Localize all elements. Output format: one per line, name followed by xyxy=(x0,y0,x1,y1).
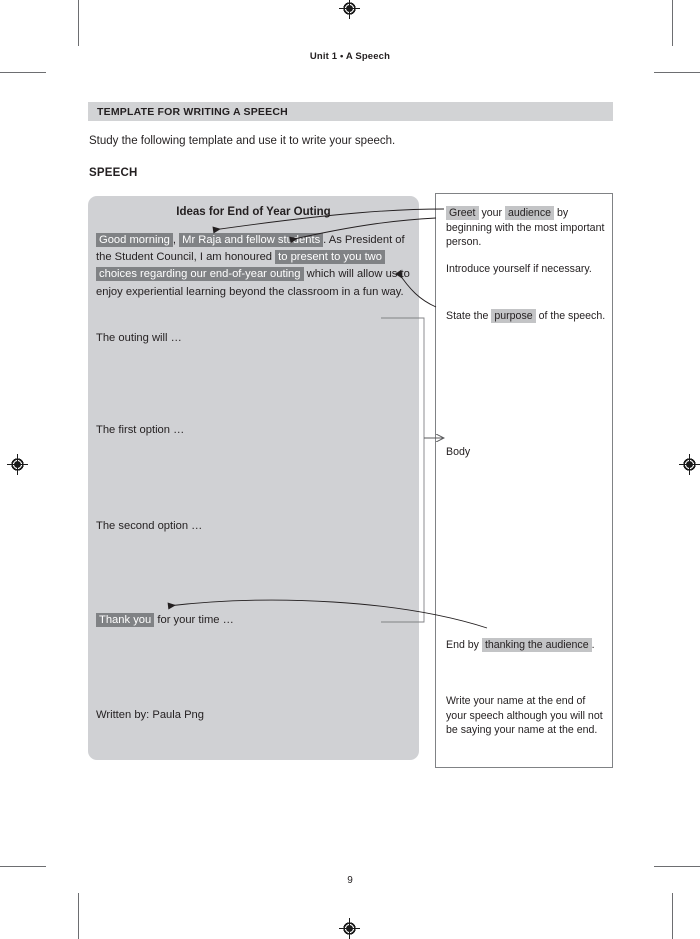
registration-target-icon-right xyxy=(681,456,698,473)
highlight-purpose-statement: to present to you two choices regarding our end-of-year outing xyxy=(96,250,385,281)
note-end-post: . xyxy=(591,639,595,651)
note-purpose-pre: State the xyxy=(446,310,489,322)
highlight-thanking-the-audience: thanking the audience xyxy=(482,638,592,652)
note-greet-audience xyxy=(446,206,606,250)
crop-mark-top-left-horizontal xyxy=(0,72,46,73)
annotation-notes-panel xyxy=(435,193,613,768)
opening-tail-text: which will allow us to enjoy experiential learning beyond the classroom in a fun way. xyxy=(96,268,410,298)
registration-target-icon-top xyxy=(341,0,358,17)
speech-opening-paragraph xyxy=(96,232,411,301)
note-purpose-post: of the speech. xyxy=(538,310,606,322)
highlight-purpose: purpose xyxy=(491,309,535,323)
note-state-purpose xyxy=(446,309,606,324)
note-end-thanking xyxy=(446,638,606,653)
crop-mark-bottom-left-horizontal xyxy=(0,866,46,867)
crop-mark-top-right-horizontal xyxy=(654,72,700,73)
instruction-text: Study the following template and use it to write your speech. xyxy=(89,135,396,147)
note-greet-post: by beginning with the most important person. xyxy=(446,207,605,249)
speech-title: Ideas for End of Year Outing xyxy=(176,206,331,218)
highlight-good-morning: Good morning xyxy=(96,233,173,247)
speech-line-first-option: The first option … xyxy=(96,424,185,436)
note-body-label: Body xyxy=(446,446,471,458)
crop-mark-bottom-left-vertical xyxy=(78,893,79,939)
speech-subheading: SPEECH xyxy=(89,167,138,179)
note-greet-mid: your xyxy=(481,207,503,219)
section-banner-title: TEMPLATE FOR WRITING A SPEECH xyxy=(97,105,288,118)
highlight-mr-raja: Mr Raja and fellow students xyxy=(179,233,323,247)
crop-mark-bottom-right-horizontal xyxy=(654,866,700,867)
section-banner xyxy=(88,102,613,121)
crop-mark-top-left-vertical xyxy=(78,0,79,46)
thanks-rest-text: for your time … xyxy=(157,614,234,626)
speech-line-thanks xyxy=(96,612,234,629)
highlight-thank-you: Thank you xyxy=(96,613,154,627)
registration-target-icon-left xyxy=(9,456,26,473)
page-number: 9 xyxy=(347,875,353,886)
note-end-pre: End by xyxy=(446,639,479,651)
registration-target-icon-bottom xyxy=(341,920,358,937)
note-write-your-name: Write your name at the end of your speech although you will not be saying your name at the end. xyxy=(446,695,603,737)
opening-middle-text: . As President of the Student Council, I am honoured xyxy=(96,234,405,264)
opening-comma: , xyxy=(172,234,177,246)
speech-template-panel xyxy=(88,196,419,760)
crop-mark-bottom-right-vertical xyxy=(672,893,673,939)
highlight-greet: Greet xyxy=(446,206,479,220)
note-introduce-yourself: Introduce yourself if necessary. xyxy=(446,263,592,275)
running-head: Unit 1 • A Speech xyxy=(309,51,391,62)
crop-mark-top-right-vertical xyxy=(672,0,673,46)
highlight-audience: audience xyxy=(505,206,554,220)
speech-line-outing: The outing will … xyxy=(96,332,182,344)
speech-line-second-option: The second option … xyxy=(96,520,203,532)
speech-line-written-by: Written by: Paula Png xyxy=(96,709,204,721)
